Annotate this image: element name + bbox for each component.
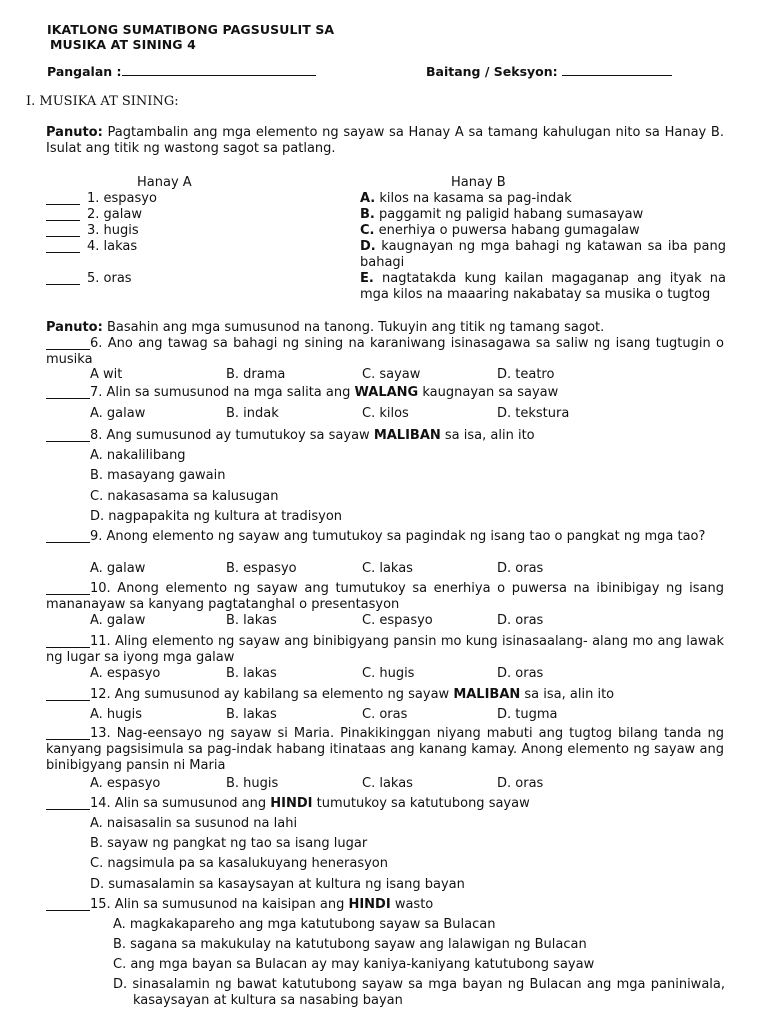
q7-option-b: B. indak [226, 406, 279, 421]
answer-blank-2[interactable] [46, 208, 80, 221]
hanay-b-item-b: B. paggamit ng paligid habang sumasayaw [360, 207, 644, 222]
question-15: 15. Alin sa sumusunod na kaisipan ang HINDI wasto [90, 897, 434, 912]
hanay-b-heading: Hanay B [451, 175, 506, 190]
q13-option-c: C. lakas [362, 776, 413, 791]
grade-row [426, 64, 672, 79]
q14-option-c: C. nagsimula pa sa kasalukuyang henerasyon [90, 856, 388, 871]
exam-title-line2: MUSIKA AT SINING 4 [50, 37, 196, 52]
answer-blank-14[interactable] [46, 797, 90, 810]
q10-option-a: A. galaw [90, 613, 146, 628]
panuto-1 [46, 125, 724, 157]
answer-blank-7[interactable] [46, 386, 90, 399]
q11-option-d: D. oras [497, 666, 544, 681]
answer-blank-12[interactable] [46, 688, 90, 701]
q8-option-c: C. nakasasama sa kalusugan [90, 489, 279, 504]
name-label: Pangalan : [47, 64, 122, 79]
panuto-2-label: Panuto: [46, 320, 103, 335]
hanay-a-item-3: 3. hugis [87, 223, 139, 238]
answer-blank-3[interactable] [46, 224, 80, 237]
q10-option-b: B. lakas [226, 613, 277, 628]
hanay-b-item-e: E. nagtatakda kung kailan magaganap ang ityak na mga kilos na maaaring nakabatay sa musika o tugtog [360, 271, 726, 302]
hanay-b-item-c: C. enerhiya o puwersa habang gumagalaw [360, 223, 640, 238]
q12-option-d: D. tugma [497, 707, 558, 722]
q8-option-a: A. nakalilibang [90, 448, 186, 463]
q10-option-d: D. oras [497, 613, 544, 628]
grade-label: Baitang / Seksyon: [426, 64, 562, 79]
q6-option-a: A wit [90, 367, 123, 382]
q14-option-a: A. naisasalin sa susunod na lahi [90, 816, 298, 831]
question-6: 6. Ano ang tawag sa bahagi ng sining na karaniwang isinasagawa sa saliw ng isang tugtugin o musika [46, 336, 724, 367]
panuto-1-label: Panuto: [46, 125, 103, 140]
q6-option-d: D. teatro [497, 367, 555, 382]
answer-blank-5[interactable] [46, 272, 80, 285]
q11-option-a: A. espasyo [90, 666, 161, 681]
hanay-a-heading: Hanay A [137, 175, 192, 190]
q10-option-c: C. espasyo [362, 613, 433, 628]
q15-option-b: B. sagana sa makukulay na katutubong sayaw ang lalawigan ng Bulacan [113, 937, 587, 952]
question-12: 12. Ang sumusunod ay kabilang sa elemento ng sayaw MALIBAN sa isa, alin ito [90, 687, 615, 702]
hanay-b-item-a: A. kilos na kasama sa pag-indak [360, 191, 572, 206]
question-14: 14. Alin sa sumusunod ang HINDI tumutukoy sa katutubong sayaw [90, 796, 530, 811]
question-13: 13. Nag-eensayo ng sayaw si Maria. Pinakikinggan niyang mabuti ang tugtog bilang tanda ng kanyang pagsisimula sa pag-indak habang itinataas ang kanang kamay. Anong elemento ng sayaw ang binibigyang pansin ni Maria [46, 726, 724, 773]
question-7: 7. Alin sa sumusunod na mga salita ang WALANG kaugnayan sa sayaw [90, 385, 559, 400]
name-blank[interactable] [122, 64, 316, 76]
question-10: 10. Anong elemento ng sayaw ang tumutukoy sa enerhiya o puwersa na ibinibigay ng isang mananayaw sa kanyang pagtatanghal o presentasyon [46, 581, 724, 612]
q8-option-b: B. masayang gawain [90, 468, 226, 483]
question-8: 8. Ang sumusunod ay tumutukoy sa sayaw MALIBAN sa isa, alin ito [90, 428, 535, 443]
q9-option-c: C. lakas [362, 561, 413, 576]
q9-option-a: A. galaw [90, 561, 146, 576]
q6-option-c: C. sayaw [362, 367, 421, 382]
q11-option-c: C. hugis [362, 666, 415, 681]
q13-option-a: A. espasyo [90, 776, 161, 791]
q9-option-d: D. oras [497, 561, 544, 576]
hanay-a-item-5: 5. oras [87, 271, 132, 286]
hanay-b-item-d: D. kaugnayan ng mga bahagi ng katawan sa iba pang bahagi [360, 239, 726, 270]
exam-title-line1: IKATLONG SUMATIBONG PAGSUSULIT SA [47, 22, 335, 37]
panuto-1-text: Pagtambalin ang mga elemento ng sayaw sa Hanay A sa tamang kahulugan nito sa Hanay B. Isulat ang titik ng wastong sagot sa patlang. [46, 125, 724, 156]
hanay-a-item-4: 4. lakas [87, 239, 138, 254]
question-11: 11. Aling elemento ng sayaw ang binibigyang pansin mo kung isinasaalang- alang mo ang lawak ng lugar sa iyong mga galaw [46, 634, 724, 665]
panuto-2 [46, 320, 604, 336]
q14-option-b: B. sayaw ng pangkat ng tao sa isang lugar [90, 836, 368, 851]
q15-option-d: D. sinasalamin ng bawat katutubong sayaw sa mga bayan ng Bulacan ang mga paniniwala, kasaysayan at kultura sa nasabing bayan [113, 977, 725, 1008]
name-row [47, 64, 316, 79]
q14-option-d: D. sumasalamin sa kasaysayan at kultura ng isang bayan [90, 877, 465, 892]
answer-blank-4[interactable] [46, 240, 80, 253]
section-title: I. MUSIKA AT SINING: [26, 94, 179, 109]
q13-option-b: B. hugis [226, 776, 279, 791]
q7-option-d: D. tekstura [497, 406, 570, 421]
q7-option-c: C. kilos [362, 406, 409, 421]
panuto-2-text: Basahin ang mga sumusunod na tanong. Tukuyin ang titik ng tamang sagot. [102, 320, 605, 335]
grade-blank[interactable] [562, 64, 672, 76]
q15-option-c: C. ang mga bayan sa Bulacan ay may kaniya-kaniyang katutubong sayaw [113, 957, 595, 972]
q12-option-b: B. lakas [226, 707, 277, 722]
question-9: 9. Anong elemento ng sayaw ang tumutukoy sa pagindak ng isang tao o pangkat ng mga tao? [90, 529, 706, 544]
hanay-a-item-2: 2. galaw [87, 207, 142, 222]
q13-option-d: D. oras [497, 776, 544, 791]
q12-option-c: C. oras [362, 707, 408, 722]
q11-option-b: B. lakas [226, 666, 277, 681]
q9-option-b: B. espasyo [226, 561, 297, 576]
q15-option-a: A. magkakapareho ang mga katutubong sayaw sa Bulacan [113, 917, 496, 932]
q7-option-a: A. galaw [90, 406, 146, 421]
answer-blank-1[interactable] [46, 192, 80, 205]
q6-option-b: B. drama [226, 367, 286, 382]
answer-blank-15[interactable] [46, 898, 90, 911]
q12-option-a: A. hugis [90, 707, 143, 722]
q8-option-d: D. nagpapakita ng kultura at tradisyon [90, 509, 343, 524]
hanay-a-item-1: 1. espasyo [87, 191, 157, 206]
answer-blank-8[interactable] [46, 429, 90, 442]
